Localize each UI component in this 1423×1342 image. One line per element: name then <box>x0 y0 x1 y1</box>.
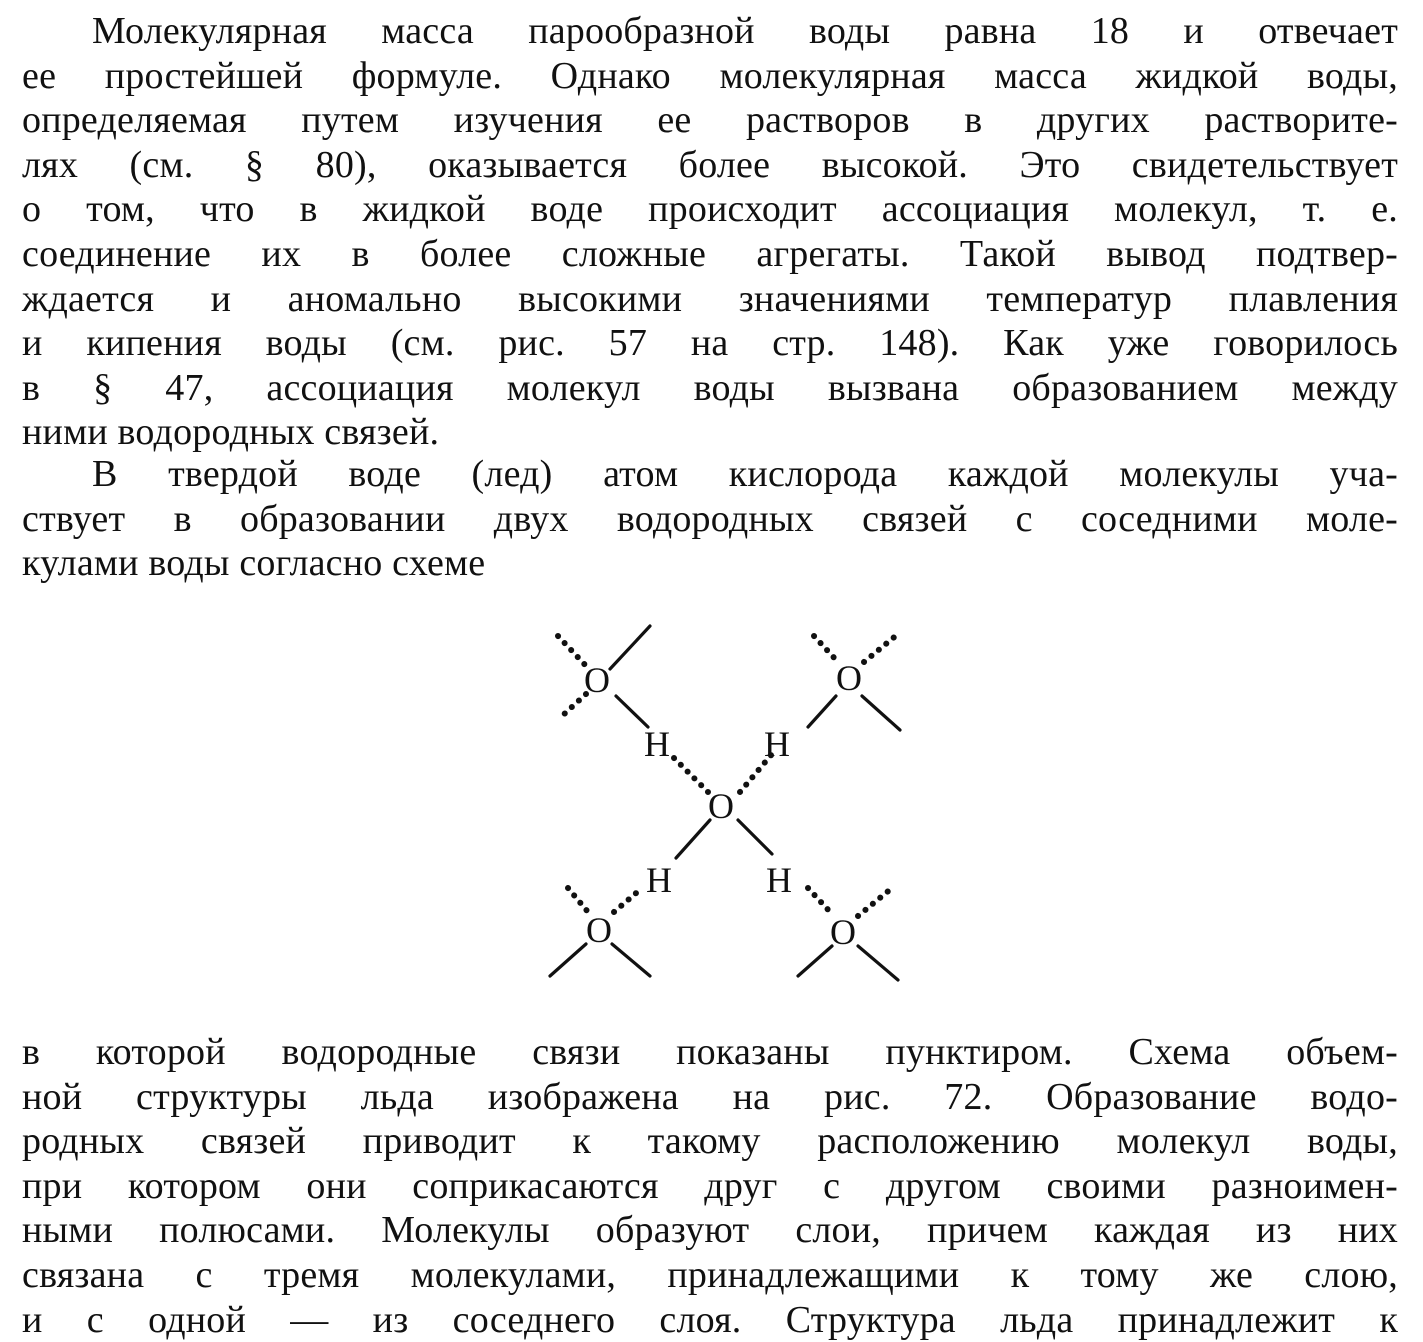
bond-line <box>862 696 900 730</box>
text-line: Молекулярная масса парообразной воды равна 18 и отвечает <box>92 10 1398 52</box>
text-line: связана с тремя молекулами, принадлежащими к тому же слою, <box>22 1253 1398 1296</box>
hydrogen-bond-dots <box>614 888 642 912</box>
text-line: ждается и аномально высокими значениями температур плавления <box>22 277 1398 320</box>
paragraph-ice-structure <box>22 452 1398 586</box>
text-line: о том, что в жидкой воде происходит ассоциация молекул, т. е. <box>22 188 1398 231</box>
hydrogen-atom-label: H <box>644 724 670 764</box>
text-line: и кипения воды (см. рис. 57 на стр. 148). Как уже говорилось <box>22 322 1398 365</box>
bond-line <box>676 820 710 858</box>
document-page <box>22 0 1398 1340</box>
hydrogen-atom-label: H <box>646 860 672 900</box>
text-line: ними водородных связей. <box>22 411 440 454</box>
hydrogen-bond-dots <box>562 694 586 716</box>
text-line: В твердой воде (лед) атом кислорода каждой молекулы уча- <box>92 453 1398 495</box>
hydrogen-bond-dots <box>858 888 892 916</box>
bond-line <box>616 696 648 727</box>
bond-line <box>612 944 650 976</box>
bond-line <box>738 820 772 854</box>
text-line: в которой водородные связи показаны пунктиром. Схема объем- <box>22 1031 1398 1073</box>
bond-line <box>798 946 832 976</box>
paragraph-hydrogen-bonds <box>22 1030 1398 1342</box>
text-line: соединение их в более сложные агрегаты. Такой вывод подтвер- <box>22 232 1398 275</box>
oxygen-atom-label: O <box>586 910 612 950</box>
bond-line <box>858 946 898 980</box>
text-line: родных связей приводит к такому расположению молекул воды, <box>22 1120 1398 1163</box>
text-line: лях (см. § 80), оказывается более высокой. Это свидетельствует <box>22 143 1398 186</box>
text-line: ными полюсами. Молекулы образуют слои, причем каждая из них <box>22 1209 1398 1252</box>
text-line: в § 47, ассоциация молекул воды вызвана образованием между <box>22 366 1398 409</box>
text-line: при котором они соприкасаются друг с другом своими разноимен- <box>22 1164 1398 1207</box>
text-line: ее простейшей формуле. Однако молекулярная масса жидкой воды, <box>22 54 1398 97</box>
text-line: ной структуры льда изображена на рис. 72. Образование водо- <box>22 1075 1398 1118</box>
bond-line <box>808 696 836 727</box>
hydrogen-bond-scheme <box>502 612 932 1012</box>
oxygen-atom-label: O <box>830 912 856 952</box>
hydrogen-bond-dots <box>864 634 898 662</box>
hydrogen-bond-dots <box>808 888 832 914</box>
hydrogen-bond-dots <box>674 758 708 792</box>
hydrogen-atom-label: H <box>766 860 792 900</box>
text-line: и с одной — из соседнего слоя. Структура льда принадлежит к <box>22 1298 1398 1341</box>
text-line: кулами воды согласно схеме <box>22 542 486 585</box>
oxygen-atom-label: O <box>836 658 862 698</box>
hydrogen-bond-dots <box>568 888 588 912</box>
text-line: ствует в образовании двух водородных связей с соседними моле- <box>22 497 1398 540</box>
paragraph-molecular-mass <box>22 9 1398 455</box>
text-line: определяемая путем изучения ее растворов в других растворите- <box>22 99 1398 142</box>
oxygen-atom-label: O <box>708 786 734 826</box>
hydrogen-bond-dots <box>814 636 838 662</box>
hydrogen-atom-label: H <box>764 724 790 764</box>
oxygen-atom-label: O <box>584 660 610 700</box>
bond-line <box>550 944 586 976</box>
bond-line <box>610 626 650 669</box>
